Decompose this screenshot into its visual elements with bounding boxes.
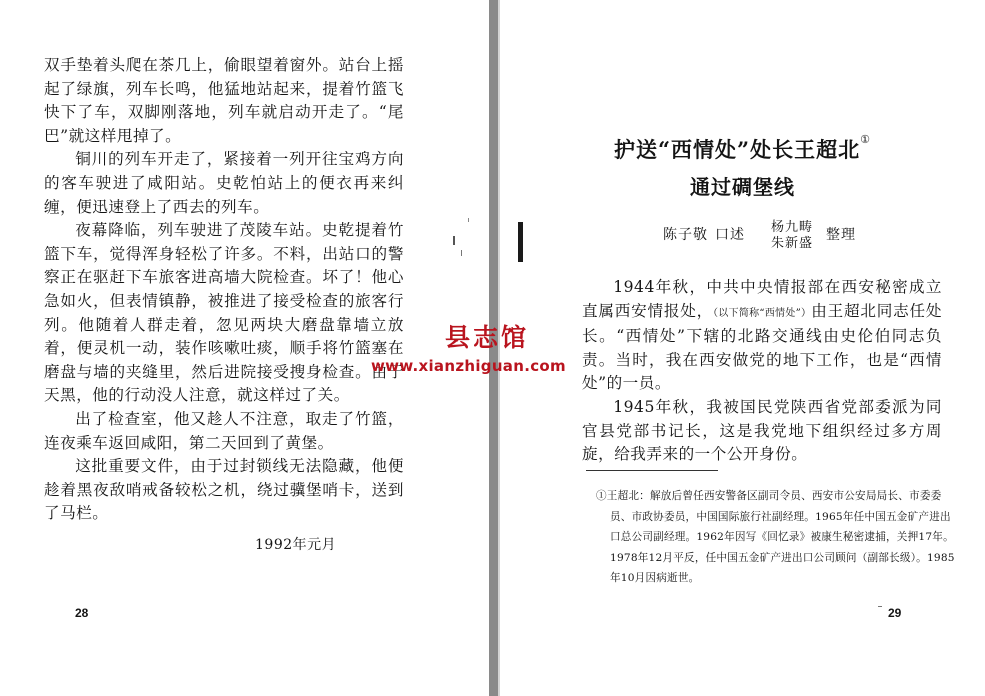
title-text: 护送“西情处”处长王超北: [613, 137, 861, 162]
body-paragraph: 这批重要文件，由于过封锁线无法隐藏，他便趁着黑夜敌哨戒备较松之机，绕过骥堡哨卡，送到了马栏。: [44, 457, 404, 523]
narrator-role: 口述: [715, 227, 745, 243]
watermark-url: www.xianzhiguan.com: [371, 357, 566, 375]
scan-speck: [878, 606, 882, 607]
scan-speck: [468, 218, 469, 222]
scan-margin-mark: [518, 222, 523, 262]
right-page-body: [582, 276, 942, 467]
narrator-name: 陈子敬: [663, 227, 708, 243]
editor-name: 杨九畴: [771, 220, 814, 235]
para-text: 1944年秋，中共中央情报部在西安秘密成立直属西安情报处，: [582, 278, 942, 320]
footnote-text: 王超北：解放后曾任西安警备区副司令员、西安市公安局局长、市委委员、市政协委员，中国国际旅行社副经理。1965年任中国五金矿产进出口总公司副经理。1962年因写《回忆录》被康生秘密逮捕，关押17年。1978年12月平反，任中国五金矿产进出口公司顾问（副部长级）。1985年10月因病逝世。: [606, 490, 955, 585]
title-footnote-mark: ①: [860, 133, 872, 146]
inline-note: （以下简称“西情处”）: [712, 307, 812, 319]
scan-speck: [453, 236, 455, 245]
footnote-mark: ①: [596, 490, 607, 502]
body-paragraph: 出了检查室，他又趁人不注意，取走了竹篮，连夜乘车返回咸阳，第二天回到了黄堡。: [44, 409, 404, 452]
right-page: [500, 0, 985, 696]
body-paragraph: [582, 276, 942, 396]
body-paragraph: 铜川的列车开走了，紧接着一列开往宝鸡方向的客车驶进了咸阳站。史乾怕站上的便衣再来纠缠，便迅速登上了西去的列车。: [44, 150, 404, 216]
page-number-left: 28: [75, 606, 89, 620]
body-paragraph: 夜幕降临，列车驶进了茂陵车站。史乾提着竹篮下车，觉得浑身轻松了许多。不料，出站口的警察正在驱赶下车旅客进高墙大院检查。坏了！他心急如火，但表情镇静，被推进了接受检查的旅客行列。他随着人群走着，忽见两块大磨盘靠墙立放着，便灵机一动，装作咳嗽吐痰，顺手将竹篮塞在磨盘与墙的夹缝里，然后进院接受搜身检查。由于天黑，他的行动没人注意，就这样过了关。: [44, 221, 404, 405]
editor-role: 整理: [826, 227, 856, 243]
body-paragraph: 双手垫着头爬在茶几上，偷眼望着窗外。站台上摇起了绿旗，列车长鸣，他猛地站起来，提着竹篮飞快下了车，双脚刚落地，列车就启动开走了。“尾巴”就这样甩掉了。: [44, 56, 404, 145]
watermark-logo-text: 县志馆: [445, 323, 530, 352]
page-number-right: 29: [888, 606, 902, 620]
article-title: [500, 134, 985, 164]
left-page: [0, 0, 489, 696]
left-page-body: [44, 54, 404, 526]
article-subtitle: 通过碉堡线: [690, 175, 795, 199]
para-text: 由王超北同志任处长。“西情处”下辖的北路交通线由史伦伯同志负责。当时，我在西安做党的地下工作，也是“西情处”的一员。: [582, 301, 942, 393]
footnote-divider: [586, 470, 718, 471]
body-paragraph: 1945年秋，我被国民党陕西省党部委派为同官县党部书记长，这是我党地下组织经过多方周旋，给我弄来的一个公开身份。: [582, 397, 942, 464]
scan-speck: [461, 250, 462, 256]
footnote: [596, 486, 957, 589]
editor-name: 朱新盛: [771, 236, 814, 251]
article-date: 1992年元月: [255, 537, 337, 553]
